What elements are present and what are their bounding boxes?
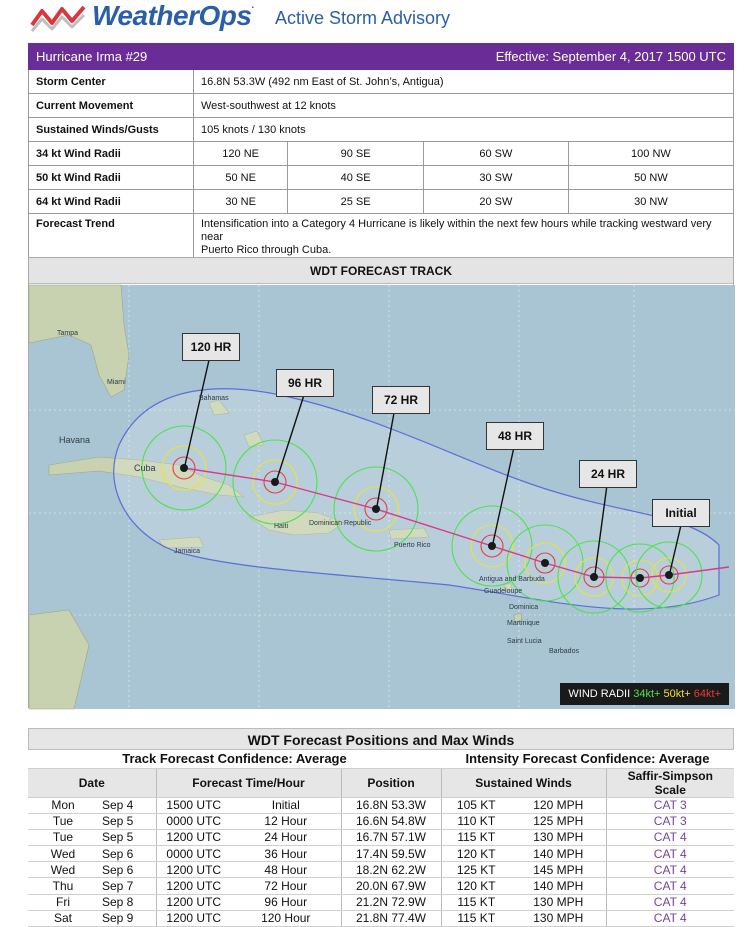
- table-row: Fri Sep 8 1200 UTC 96 Hour 21.2N 72.9W 115 KT 130 MPH CAT 4: [28, 894, 734, 910]
- svg-text:Haiti: Haiti: [274, 523, 289, 530]
- page-subtitle: Active Storm Advisory: [275, 8, 451, 28]
- radii-50-sw: 30 SW: [423, 166, 568, 190]
- label-24hr: 24 HR: [579, 460, 637, 488]
- intensity-confidence: Intensity Forecast Confidence: Average: [441, 750, 734, 768]
- radii-64-label: 64 kt Wind Radii: [29, 190, 194, 214]
- radii-64-nw: 30 NW: [568, 190, 733, 214]
- svg-text:Cuba: Cuba: [134, 463, 156, 473]
- svg-text:Bahamas: Bahamas: [199, 395, 229, 402]
- radii-64-se: 25 SE: [288, 190, 424, 214]
- track-confidence: Track Forecast Confidence: Average: [28, 750, 441, 768]
- svg-text:Miami: Miami: [107, 379, 126, 386]
- svg-text:Jamaica: Jamaica: [174, 548, 201, 555]
- radii-34-ne: 120 NE: [194, 142, 288, 166]
- header-time: Forecast Time/Hour: [156, 768, 341, 797]
- svg-text:Dominica: Dominica: [509, 604, 539, 611]
- svg-text:Guadeloupe: Guadeloupe: [484, 588, 523, 595]
- svg-text:Saint Lucia: Saint Lucia: [507, 638, 542, 645]
- radii-34-label: 34 kt Wind Radii: [29, 142, 194, 166]
- svg-text:Antigua and Barbuda: Antigua and Barbuda: [479, 576, 545, 583]
- header-winds: Sustained Winds: [441, 768, 606, 797]
- header-position: Position: [341, 768, 441, 797]
- forecast-trend-value: Intensification into a Category 4 Hurricane is likely within the next few hours while tracking westward very near Puerto Rico through Cuba.: [194, 214, 734, 258]
- table-row: Mon Sep 4 1500 UTC Initial 16.8N 53.3W 105 KT 120 MPH CAT 3: [28, 797, 734, 813]
- page-header: [28, 0, 728, 38]
- advisory-table: [28, 43, 734, 258]
- svg-text:Havana: Havana: [59, 435, 91, 445]
- map-title: WDT FORECAST TRACK: [29, 258, 733, 284]
- positions-title: WDT Forecast Positions and Max Winds: [28, 728, 734, 750]
- label-120hr: 120 HR: [182, 333, 240, 361]
- radii-50-se: 40 SE: [288, 166, 424, 190]
- storm-center-value: 16.8N 53.3W (492 nm East of St. John’s, Antigua): [194, 70, 734, 94]
- forecast-track-map: [28, 257, 734, 708]
- positions-table: [28, 750, 734, 927]
- map-svg: [29, 285, 735, 709]
- movement-value: West-southwest at 12 knots: [194, 94, 734, 118]
- svg-text:Tampa: Tampa: [57, 330, 79, 337]
- weatherops-logo-icon: [30, 3, 86, 33]
- radii-64-sw: 20 SW: [423, 190, 568, 214]
- radii-34-sw: 60 SW: [423, 142, 568, 166]
- table-row: Wed Sep 6 1200 UTC 48 Hour 18.2N 62.2W 125 KT 145 MPH CAT 4: [28, 862, 734, 878]
- svg-text:Martinique: Martinique: [507, 620, 540, 627]
- movement-label: Current Movement: [29, 94, 194, 118]
- map-canvas[interactable]: [29, 285, 735, 709]
- table-row: Wed Sep 6 0000 UTC 36 Hour 17.4N 59.5W 120 KT 140 MPH CAT 4: [28, 846, 734, 862]
- table-row: Tue Sep 5 0000 UTC 12 Hour 16.6N 54.8W 110 KT 125 MPH CAT 3: [28, 813, 734, 829]
- label-72hr: 72 HR: [372, 386, 430, 414]
- winds-label: Sustained Winds/Gusts: [29, 118, 194, 142]
- table-row: Tue Sep 5 1200 UTC 24 Hour 16.7N 57.1W 115 KT 130 MPH CAT 4: [28, 829, 734, 845]
- radii-64-ne: 30 NE: [194, 190, 288, 214]
- radii-50-nw: 50 NW: [568, 166, 733, 190]
- table-row: Thu Sep 7 1200 UTC 72 Hour 20.0N 67.9W 120 KT 140 MPH CAT 4: [28, 878, 734, 894]
- radii-50-ne: 50 NE: [194, 166, 288, 190]
- radii-34-nw: 100 NW: [568, 142, 733, 166]
- storm-center-label: Storm Center: [29, 70, 194, 94]
- table-row: Sat Sep 9 1200 UTC 120 Hour 21.8N 77.4W 115 KT 130 MPH CAT 4: [28, 910, 734, 926]
- label-initial: Initial: [652, 499, 710, 527]
- forecast-trend-label: Forecast Trend: [29, 214, 194, 258]
- svg-text:Barbados: Barbados: [549, 648, 579, 655]
- header-scale: Saffir-Simpson Scale: [606, 768, 734, 797]
- header-date: Date: [28, 768, 156, 797]
- svg-text:Dominican Republic: Dominican Republic: [309, 520, 372, 527]
- radii-34-se: 90 SE: [288, 142, 424, 166]
- brand-name: WeatherOps.: [92, 0, 254, 31]
- svg-text:Puerto Rico: Puerto Rico: [394, 542, 431, 549]
- winds-value: 105 knots / 130 knots: [194, 118, 734, 142]
- effective-date: Effective: September 4, 2017 1500 UTC: [288, 44, 734, 70]
- radii-50-label: 50 kt Wind Radii: [29, 166, 194, 190]
- storm-name: Hurricane Irma #29: [29, 44, 288, 70]
- wind-radii-legend: WIND RADII 34kt+ 50kt+ 64kt+: [560, 683, 729, 705]
- label-96hr: 96 HR: [276, 369, 334, 397]
- label-48hr: 48 HR: [486, 422, 544, 450]
